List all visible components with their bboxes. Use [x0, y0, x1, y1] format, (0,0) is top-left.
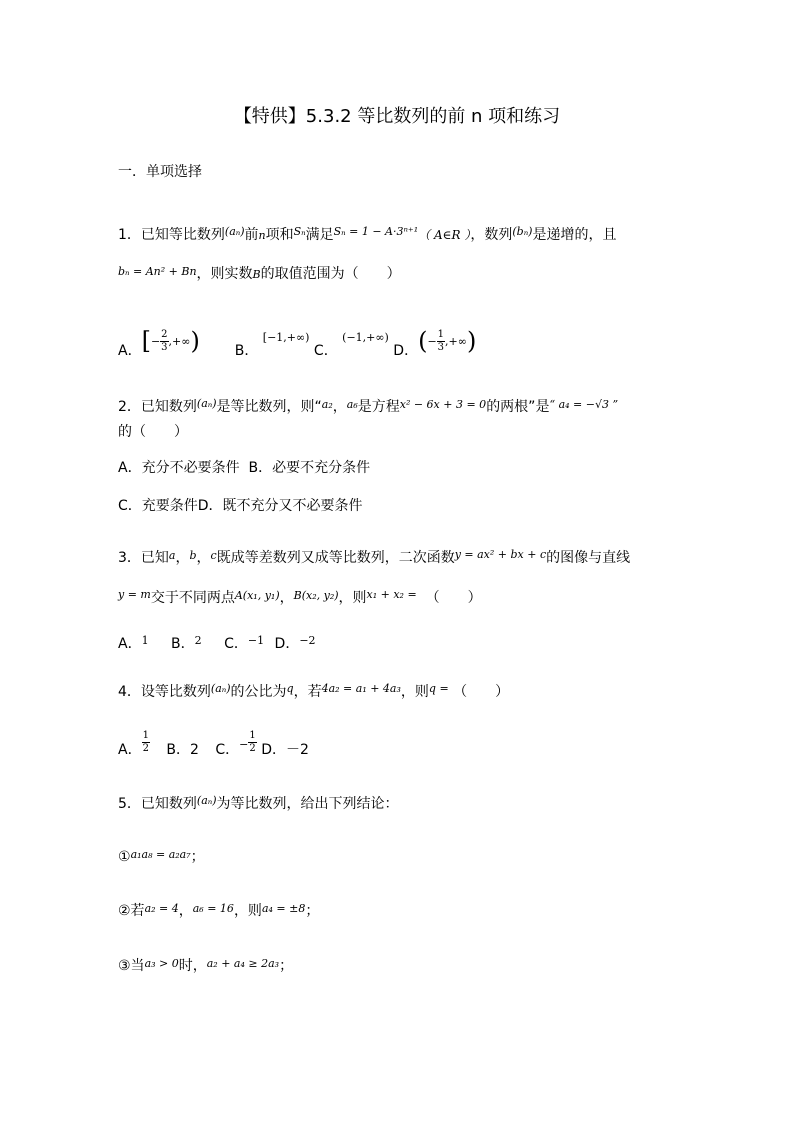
bracket-left: [ — [141, 327, 151, 355]
page-title: 【特供】5.3.2 等比数列的前 n 项和练习 — [233, 106, 561, 127]
option-c-label: C． — [224, 636, 248, 652]
question-text: ，则实数 — [196, 266, 253, 282]
math-expression: a₆ — [346, 398, 358, 411]
math-expression: c — [210, 549, 217, 562]
fraction — [142, 730, 150, 755]
question-2-line-2 — [118, 422, 188, 442]
math-expression: a₆ = 16 — [192, 902, 234, 915]
math-expression: a — [168, 549, 176, 562]
option-b-value: [−1,+∞) — [262, 331, 310, 344]
statement-1 — [118, 845, 205, 867]
question-1-options — [118, 318, 476, 358]
question-text: 已知等比数列 — [140, 227, 225, 243]
math-expression: y = m — [118, 588, 151, 601]
question-text: 已知 — [140, 550, 169, 566]
math-expression: (aₙ) — [224, 225, 245, 238]
math-expression: a₂ + a₄ ≥ 2a₃ — [206, 957, 280, 970]
option-c-label: C． — [215, 742, 240, 758]
option-b-label: B． — [234, 343, 259, 359]
question-text: 已知数列 — [140, 399, 197, 415]
question-2-line-1 — [118, 394, 618, 417]
question-text: ， — [196, 550, 211, 566]
question-text: 既成等差数列又成等比数列，二次函数 — [216, 550, 455, 566]
statement-text: ； — [305, 903, 320, 919]
statement-text: 时， — [178, 958, 207, 974]
statement-marker: ③当 — [118, 958, 145, 974]
option-b: B．2 — [166, 742, 199, 758]
math-expression: x₁ + x₂ = — [366, 588, 417, 601]
fraction — [160, 329, 168, 354]
question-text: 的两根”是 — [486, 399, 550, 415]
option-d-value: −2 — [299, 634, 316, 647]
question-text: 的取值范围为（ ） — [260, 266, 401, 282]
fraction-denominator: 2 — [249, 742, 256, 754]
question-number: 3． — [118, 550, 141, 566]
fraction-numerator: 1 — [142, 729, 149, 741]
question-number: 1． — [118, 227, 141, 243]
math-expression: q — [286, 682, 294, 695]
section-heading: 一．单项选择 — [118, 164, 202, 180]
math-expression: − — [427, 335, 437, 348]
math-expression: (aₙ) — [196, 397, 217, 410]
question-text: ， — [279, 590, 294, 606]
question-text: ，则 — [400, 684, 429, 700]
question-5-line-1 — [118, 791, 399, 814]
question-text: 是方程 — [357, 399, 400, 415]
question-text: 的公比为 — [230, 684, 287, 700]
math-expression: − — [150, 335, 161, 348]
question-text: ，则 — [338, 590, 367, 606]
math-expression: ,+∞ — [445, 335, 467, 348]
question-text: 项和 — [265, 227, 294, 243]
statement-3 — [118, 954, 293, 976]
bracket-right: ) — [190, 327, 200, 355]
question-number: 2． — [118, 399, 141, 415]
question-text: 设等比数列 — [140, 684, 211, 700]
question-text: ， — [332, 399, 347, 415]
question-text: （ ） — [453, 684, 510, 700]
option-a: A．充分不必要条件 — [118, 460, 240, 476]
question-text: 已知数列 — [140, 796, 197, 812]
question-text: ，若 — [293, 684, 322, 700]
math-expression: (aₙ) — [210, 682, 231, 695]
option-d-label: D． — [393, 343, 419, 359]
math-expression: a₃ > 0 — [144, 957, 179, 970]
option-c-label: C． — [313, 343, 338, 359]
question-number: 4． — [118, 684, 141, 700]
math-expression: a₂ = 4 — [144, 902, 179, 915]
math-expression: A(x₁, y₁) — [234, 589, 280, 602]
question-text: （ ） — [425, 590, 482, 606]
math-expression: 4a₂ = a₁ + 4a₃ — [321, 682, 401, 695]
question-3-line-1 — [118, 545, 630, 568]
question-3-options — [118, 631, 316, 654]
option-a-label: A． — [118, 343, 142, 359]
math-expression: (aₙ) — [196, 794, 217, 807]
question-3-line-2 — [118, 585, 482, 608]
option-b-label: B． — [171, 636, 195, 652]
question-4-options — [118, 722, 309, 762]
math-expression: “ a₄ = −√3 ” — [549, 398, 619, 411]
math-expression: − — [239, 738, 249, 751]
question-2-options-row-2 — [118, 496, 363, 516]
statement-text: ，则 — [233, 903, 262, 919]
math-expression: x² − 6x + 3 = 0 — [399, 398, 487, 411]
math-expression: a₄ = ±8 — [261, 902, 306, 915]
question-text: 是等比数列，则“ — [216, 399, 322, 415]
math-expression: Sₙ = 1 − A·3ⁿ⁺¹ — [333, 225, 419, 238]
question-1-line-2 — [118, 262, 401, 285]
fraction-numerator: 2 — [161, 328, 168, 340]
question-number: 5． — [118, 796, 141, 812]
fraction-denominator: 2 — [142, 742, 149, 754]
math-expression: B(x₂, y₂) — [293, 589, 339, 602]
fraction-denominator: 3 — [437, 341, 445, 353]
bracket-right: ) — [466, 327, 477, 355]
statement-marker: ① — [118, 849, 131, 865]
option-c: C．充要条件 — [118, 498, 198, 514]
option-b-value: 2 — [194, 634, 202, 647]
statement-2 — [118, 899, 319, 921]
option-a-value: 1 — [141, 634, 149, 647]
math-expression: (bₙ) — [512, 225, 533, 238]
question-1-line-1 — [118, 222, 616, 246]
option-c-value: (−1,+∞) — [342, 331, 389, 344]
statement-text: ； — [190, 849, 205, 865]
question-text: 是递增的，且 — [532, 227, 617, 243]
statement-marker: ②若 — [118, 903, 145, 919]
option-b: B．必要不充分条件 — [248, 460, 371, 476]
math-expression: （ A∈R ） — [418, 228, 471, 242]
math-expression: q = — [428, 682, 449, 695]
question-text: 的（ ） — [118, 424, 188, 440]
question-text: 的图像与直线 — [546, 550, 631, 566]
fraction — [248, 730, 256, 755]
fraction-numerator: 1 — [249, 729, 256, 741]
option-d: D．－2 — [261, 742, 309, 758]
question-4-line-1 — [118, 679, 509, 702]
question-text: 满足 — [305, 227, 334, 243]
math-expression: Sₙ — [293, 225, 306, 238]
question-text: ，数列 — [470, 227, 513, 243]
question-text: ， — [175, 550, 190, 566]
question-text: 为等比数列，给出下列结论： — [216, 796, 399, 812]
statement-text: ； — [279, 958, 294, 974]
math-expression: b — [189, 549, 197, 562]
option-d-label: D． — [274, 636, 300, 652]
option-d: D．既不充分又不必要条件 — [197, 498, 363, 514]
option-a-label: A． — [118, 636, 142, 652]
question-text: 前 — [244, 227, 259, 243]
math-expression: a₂ — [321, 398, 333, 411]
math-expression: B — [252, 268, 261, 281]
statement-text: ， — [178, 903, 193, 919]
fraction-denominator: 3 — [161, 341, 168, 353]
option-a-label: A． — [118, 742, 142, 758]
question-text: 交于不同两点 — [150, 590, 235, 606]
math-expression: n — [258, 229, 266, 242]
math-expression: a₁a₈ = a₂a₇ — [130, 848, 191, 861]
math-expression: bₙ = An² + Bn — [118, 265, 197, 278]
fraction-numerator: 1 — [437, 328, 445, 340]
bracket-left: ( — [418, 327, 428, 355]
math-expression: ,+∞ — [168, 335, 191, 348]
option-c-value: −1 — [247, 634, 265, 647]
math-expression: y = ax² + bx + c — [454, 548, 547, 561]
question-2-options-row-1 — [118, 458, 370, 478]
fraction — [437, 329, 445, 354]
